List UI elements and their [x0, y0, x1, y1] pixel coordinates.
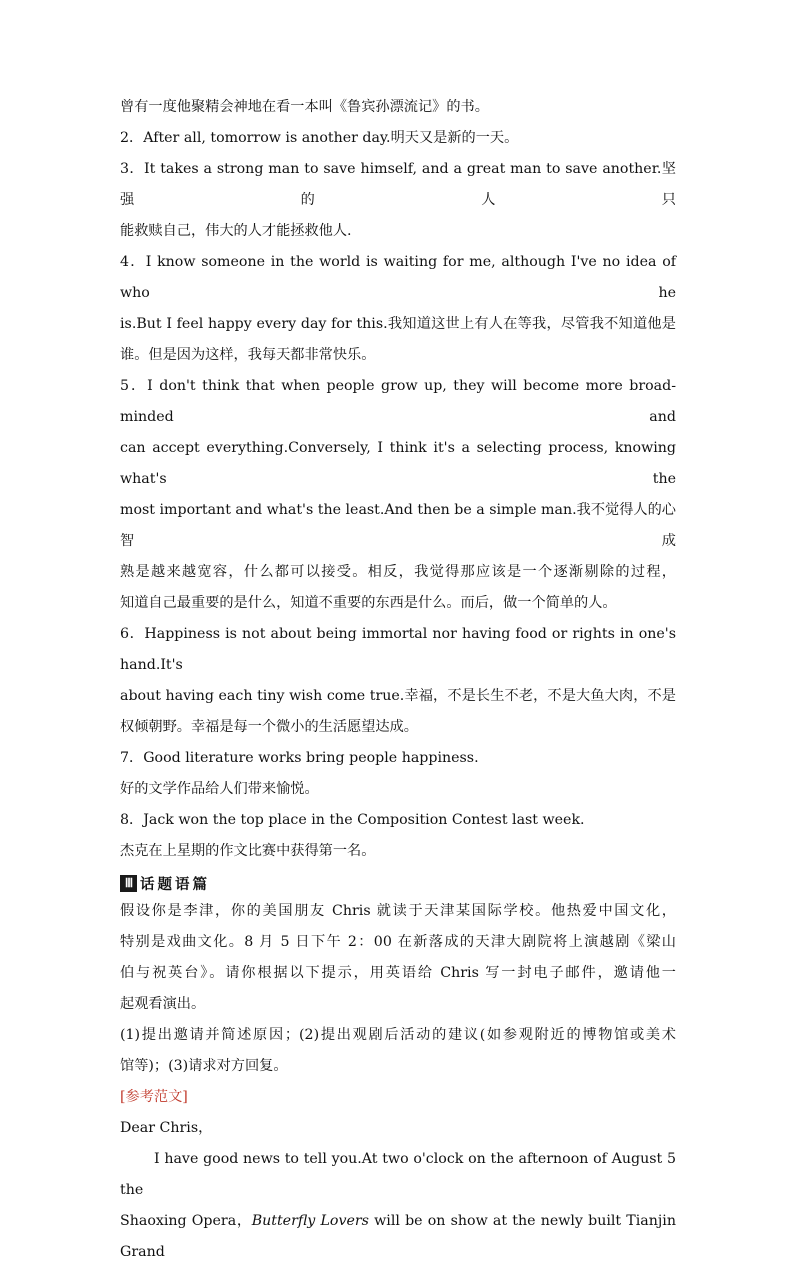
- sentence-6-line-1: 6．Happiness is not about being immortal nor having food or rights in one's hand.It's: [120, 626, 676, 673]
- letter-line-2-end: will be on show at the newly built Tianjin Grand: [120, 1213, 676, 1260]
- sentence-5-line-5: 知道自己最重要的是什么，知道不重要的东西是什么。而后，做一个简单的人。: [120, 595, 617, 611]
- section-number-badge: Ⅲ: [120, 875, 137, 892]
- sentence-6-line-3: 权倾朝野。幸福是每一个微小的生活愿望达成。: [120, 719, 418, 735]
- opera-title: Butterfly Lovers: [251, 1213, 369, 1229]
- sentence-8-line-1: 8．Jack won the top place in the Composition Contest last week.: [120, 812, 585, 828]
- section-heading: [120, 870, 676, 896]
- sentence-4-line-2: is.But I feel happy every day for this.我知道这世上有人在等我，尽管我不知道他是: [120, 316, 676, 332]
- sentence-2: 2．After all, tomorrow is another day.明天又是新的一天。: [120, 130, 519, 146]
- sentence-3-line-2: 能救赎自己，伟大的人才能拯救他人.: [120, 223, 352, 239]
- sentence-8-line-2: 杰克在上星期的作文比赛中获得第一名。: [120, 843, 376, 859]
- sentence-5-line-1: 5．I don't think that when people grow up, they will become more broad-minded and: [120, 378, 676, 425]
- sentence-5-line-3: most important and what's the least.And then be a simple man.我不觉得人的心智成: [120, 502, 676, 549]
- task-line-5: (1)提出邀请并简述原因；(2)提出观剧后活动的建议(如参观附近的博物馆或美术: [120, 1027, 676, 1043]
- task-line-6: 馆等)；(3)请求对方回复。: [120, 1058, 288, 1074]
- sentence-3-line-1: 3．It takes a strong man to save himself, and a great man to save another.坚强的人只: [120, 161, 676, 208]
- text-line: 曾有一度他聚精会神地在看一本叫《鲁宾孙漂流记》的书。: [120, 99, 489, 115]
- letter-line-2: [120, 1206, 676, 1268]
- section-title: 话题语篇: [140, 876, 210, 893]
- sentence-6-line-2: about having each tiny wish come true.幸福，不是长生不老，不是大鱼大肉，不是: [120, 688, 676, 704]
- letter-line-1: I have good news to tell you.At two o'clock on the afternoon of August 5 the: [120, 1151, 676, 1198]
- task-line-4: 起观看演出。: [120, 996, 206, 1012]
- model-essay-label: [参考范文]: [120, 1089, 188, 1105]
- sentence-7-line-2: 好的文学作品给人们带来愉悦。: [120, 781, 319, 797]
- sentence-5-line-2: can accept everything.Conversely, I think it's a selecting process, knowing what's the: [120, 440, 676, 487]
- document-page: [120, 92, 676, 1268]
- sentence-4-line-1: 4．I know someone in the world is waiting for me, although I've no idea of who he: [120, 254, 676, 301]
- task-line-3: 伯与祝英台》。请你根据以下提示，用英语给 Chris 写一封电子邮件，邀请他一: [120, 965, 676, 981]
- task-line-2: 特别是戏曲文化。8 月 5 日下午 2：00 在新落成的天津大剧院将上演越剧《梁山: [120, 934, 676, 950]
- sentence-4-line-3: 谁。但是因为这样，我每天都非常快乐。: [120, 347, 376, 363]
- letter-greeting: Dear Chris，: [120, 1120, 213, 1136]
- sentence-5-line-4: 熟是越来越宽容，什么都可以接受。相反，我觉得那应该是一个逐渐剔除的过程，: [120, 564, 676, 580]
- task-line-1: 假设你是李津，你的美国朋友 Chris 就读于天津某国际学校。他热爱中国文化，: [120, 903, 676, 919]
- letter-line-2-start: Shaoxing Opera，: [120, 1213, 252, 1229]
- sentence-7-line-1: 7．Good literature works bring people happiness.: [120, 750, 479, 766]
